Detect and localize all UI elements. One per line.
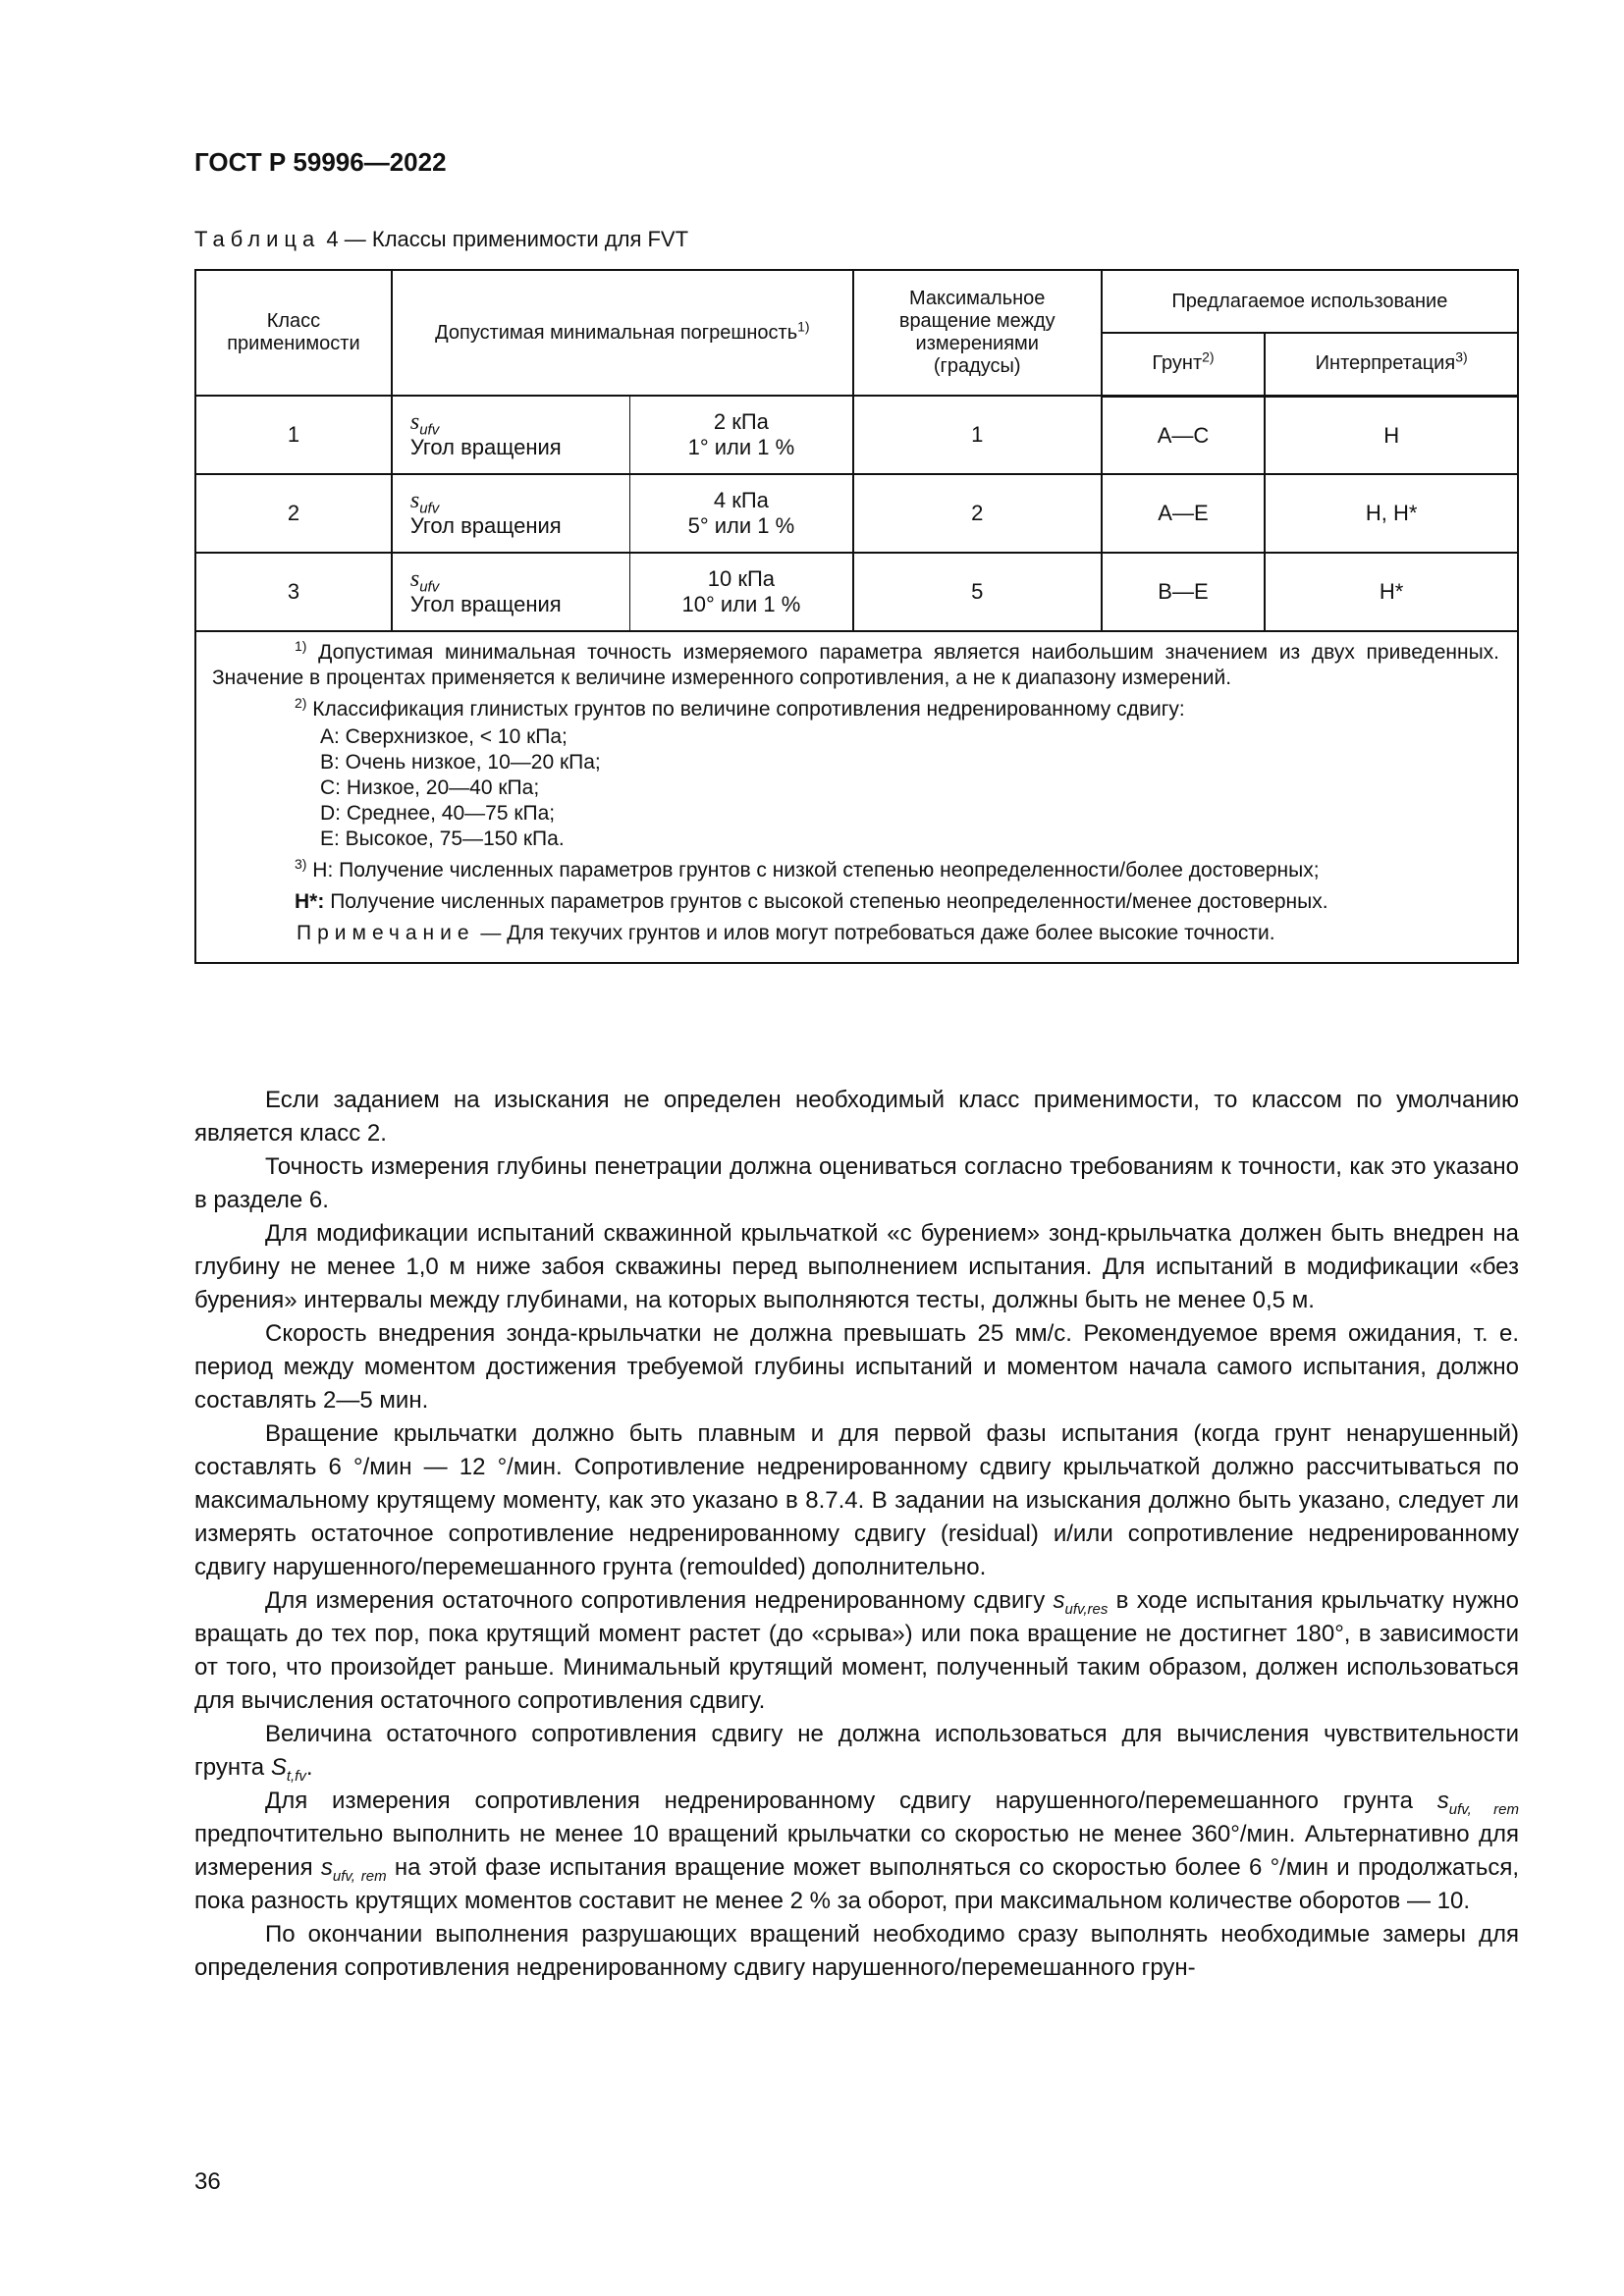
p8-subscript-1: ufv, rem <box>1448 1800 1519 1818</box>
table-row <box>195 396 1518 474</box>
cell-interpretation: H <box>1265 396 1518 474</box>
tolerance-value-1: 4 кПа <box>713 488 769 512</box>
p8-text-b: предпочтительно выполнить не менее 10 вращений крыльчатки со скоростью не менее 360°/мин. Альтернативно для измерения <box>194 1821 1519 1881</box>
header-rotation: Максимальное вращение между измерениями (градусы) <box>853 270 1102 396</box>
cell-rotation: 5 <box>853 553 1102 631</box>
p8-symbol-1: s <box>1436 1788 1449 1814</box>
cell-class: 3 <box>195 553 392 631</box>
parameter-subscript: ufv <box>419 578 440 596</box>
cell-class: 2 <box>195 474 392 553</box>
footnote-2-text: Классификация глинистых грунтов по величине сопротивления недренированному сдвигу: <box>312 698 1185 721</box>
cell-soil: A—E <box>1102 474 1266 553</box>
parameter-angle-label: Угол вращения <box>409 592 562 616</box>
table-caption <box>194 227 688 252</box>
paragraph: Точность измерения глубины пенетрации должна оцениваться согласно требованиям к точности, как это указано в разделе 6. <box>194 1153 1519 1213</box>
paragraph: Если заданием на изыскания не определен необходимый класс применимости, то классом по умолчанию является класс 2. <box>194 1087 1519 1147</box>
paragraph: По окончании выполнения разрушающих вращений необходимо сразу выполнять необходимые замеры для определения сопротивления недренированному сдвигу нарушенного/перемешанного грун- <box>194 1921 1519 1981</box>
parameter-symbol: s <box>409 566 420 592</box>
footnote-3b-label: H*: <box>295 890 325 913</box>
p6-text-b: в ходе испытания крыльчатку нужно вращать до тех пор, пока крутящий момент растет (до «срыва») или пока вращение не достигнет 180°, в зависимости от того, что произойдет раньше. Минимальный крутящий момент, полученный таким образом, должен использоваться для вычисления остаточного сопротивления сдвигу. <box>194 1587 1520 1714</box>
cell-rotation: 2 <box>853 474 1102 553</box>
p7-text-a: Величина остаточного сопротивления сдвигу не должна использоваться для вычисления чувствительности грунта <box>194 1721 1519 1781</box>
paragraph: Вращение крыльчатки должно быть плавным и для первой фазы испытания (когда грунт ненарушенный) составлять 6 °/мин — 12 °/мин. Сопротивление недренированному сдвигу крыльчаткой должно рассчитываться по максимальному крутящему моменту, как это указано в 8.7.4. В задании на изыскания должно быть указано, следует ли измерять остаточное сопротивление недренированному сдвигу (residual) и/или сопротивление недренированному сдвигу нарушенного/перемешанного грунта (remoulded) дополнительно. <box>194 1420 1519 1580</box>
footnote-3-text: H: Получение численных параметров грунтов с низкой степенью неопределенности/более достоверных; <box>312 859 1320 881</box>
soil-classification-list <box>212 724 1499 852</box>
p6-subscript: ufv,res <box>1064 1600 1109 1618</box>
p8-subscript-2: ufv, rem <box>332 1867 387 1885</box>
p6-symbol: s <box>1053 1587 1065 1614</box>
header-error-footnote: 1) <box>797 317 810 334</box>
tolerance-value-2: 1° или 1 % <box>687 435 795 459</box>
cell-soil: A—C <box>1102 396 1266 474</box>
footnote-3b <box>212 889 1499 915</box>
parameter-subscript: ufv <box>419 421 440 439</box>
table-row <box>195 553 1518 631</box>
header-interpretation <box>1265 333 1518 396</box>
p7-subscript: t,fv <box>286 1767 306 1785</box>
footnote-1-marker: 1) <box>295 638 307 654</box>
header-soil-label: Грунт <box>1152 352 1203 375</box>
table-row <box>195 474 1518 553</box>
p8-symbol-2: s <box>320 1854 333 1881</box>
p7-symbol: S <box>270 1754 287 1781</box>
table-note-text: — Для текучих грунтов и илов могут потребоваться даже более высокие точности. <box>480 922 1275 944</box>
table-footnotes <box>195 631 1518 963</box>
paragraph <box>194 1785 1519 1918</box>
p7-text-b: . <box>305 1754 313 1781</box>
cell-parameter <box>392 396 630 474</box>
tolerance-value-1: 2 кПа <box>713 409 769 434</box>
document-header: ГОСТ Р 59996—2022 <box>194 147 447 177</box>
table-caption-title: — Классы применимости для FVT <box>344 227 689 251</box>
footnote-2-marker: 2) <box>295 695 307 711</box>
cell-soil: B—E <box>1102 553 1266 631</box>
footnote-1 <box>212 640 1499 691</box>
table-note-label: Примечание <box>297 922 475 944</box>
tolerance-value-1: 10 кПа <box>707 566 776 591</box>
cell-interpretation: H, H* <box>1265 474 1518 553</box>
table-caption-word: Таблица <box>194 227 321 251</box>
list-item: B: Очень низкое, 10—20 кПа; <box>320 751 601 774</box>
cell-class: 1 <box>195 396 392 474</box>
parameter-symbol: s <box>409 488 420 513</box>
footnote-3-marker: 3) <box>295 856 307 872</box>
cell-parameter <box>392 553 630 631</box>
parameter-angle-label: Угол вращения <box>409 435 562 459</box>
p8-text-c: на этой фазе испытания вращение может выполняться со скоростью более 6 °/мин и продолжаться, пока разность крутящих моментов составит не менее 2 % за оборот, при максимальном количестве оборотов — 10. <box>194 1854 1519 1914</box>
cell-tolerance <box>629 474 852 553</box>
table-note <box>212 921 1499 946</box>
list-item: A: Сверхнизкое, < 10 кПа; <box>320 725 568 748</box>
footnote-3b-text: Получение численных параметров грунтов с высокой степенью неопределенности/менее достоверных. <box>330 890 1328 913</box>
p8-text-a: Для измерения сопротивления недренированному сдвигу нарушенного/перемешанного грунта <box>265 1788 1413 1814</box>
parameter-subscript: ufv <box>419 500 440 517</box>
header-soil <box>1102 333 1266 396</box>
tolerance-value-2: 10° или 1 % <box>681 592 801 616</box>
header-soil-footnote: 2) <box>1202 348 1215 365</box>
header-class: Класс применимости <box>195 270 392 396</box>
paragraph <box>194 1584 1519 1718</box>
list-item: C: Низкое, 20—40 кПа; <box>320 776 540 799</box>
page-number: 36 <box>194 2168 221 2195</box>
cell-tolerance <box>629 553 852 631</box>
list-item: D: Среднее, 40—75 кПа; <box>320 802 556 825</box>
cell-interpretation: H* <box>1265 553 1518 631</box>
cell-parameter <box>392 474 630 553</box>
body-text <box>194 1084 1519 1985</box>
footnote-2 <box>212 697 1499 722</box>
list-item: E: Высокое, 75—150 кПа. <box>320 828 565 850</box>
cell-rotation: 1 <box>853 396 1102 474</box>
header-error-label: Допустимая минимальная погрешность <box>435 321 798 344</box>
paragraph <box>194 1718 1519 1785</box>
table-caption-number: 4 <box>326 227 339 251</box>
tolerance-value-2: 5° или 1 % <box>687 513 795 538</box>
p6-text-a: Для измерения остаточного сопротивления недренированному сдвигу <box>265 1587 1046 1614</box>
parameter-symbol: s <box>409 409 420 435</box>
header-error <box>392 270 853 396</box>
header-interpretation-label: Интерпретация <box>1315 352 1456 375</box>
parameter-angle-label: Угол вращения <box>409 513 562 538</box>
applicability-classes-table <box>194 269 1519 964</box>
footnote-3 <box>212 858 1499 883</box>
header-usage: Предлагаемое использование <box>1102 270 1518 333</box>
header-interpretation-footnote: 3) <box>1455 348 1468 365</box>
paragraph: Скорость внедрения зонда-крыльчатки не должна превышать 25 мм/с. Рекомендуемое время ожидания, т. е. период между моментом достижения требуемой глубины испытаний и моментом начала самого испытания, должно составлять 2—5 мин. <box>194 1320 1519 1414</box>
footnote-1-text: Допустимая минимальная точность измеряемого параметра является наибольшим значением из двух приведенных. Значение в процентах применяется к величине измеренного сопротивления, а не к диапазону измерений. <box>212 641 1499 689</box>
cell-tolerance <box>629 396 852 474</box>
paragraph: Для модификации испытаний скважинной крыльчаткой «с бурением» зонд-крыльчатка должен быть внедрен на глубину не менее 1,0 м ниже забоя скважины перед выполнением испытания. Для испытаний в модификации «без бурения» интервалы между глубинами, на которых выполняются тесты, должны быть не менее 0,5 м. <box>194 1220 1519 1313</box>
